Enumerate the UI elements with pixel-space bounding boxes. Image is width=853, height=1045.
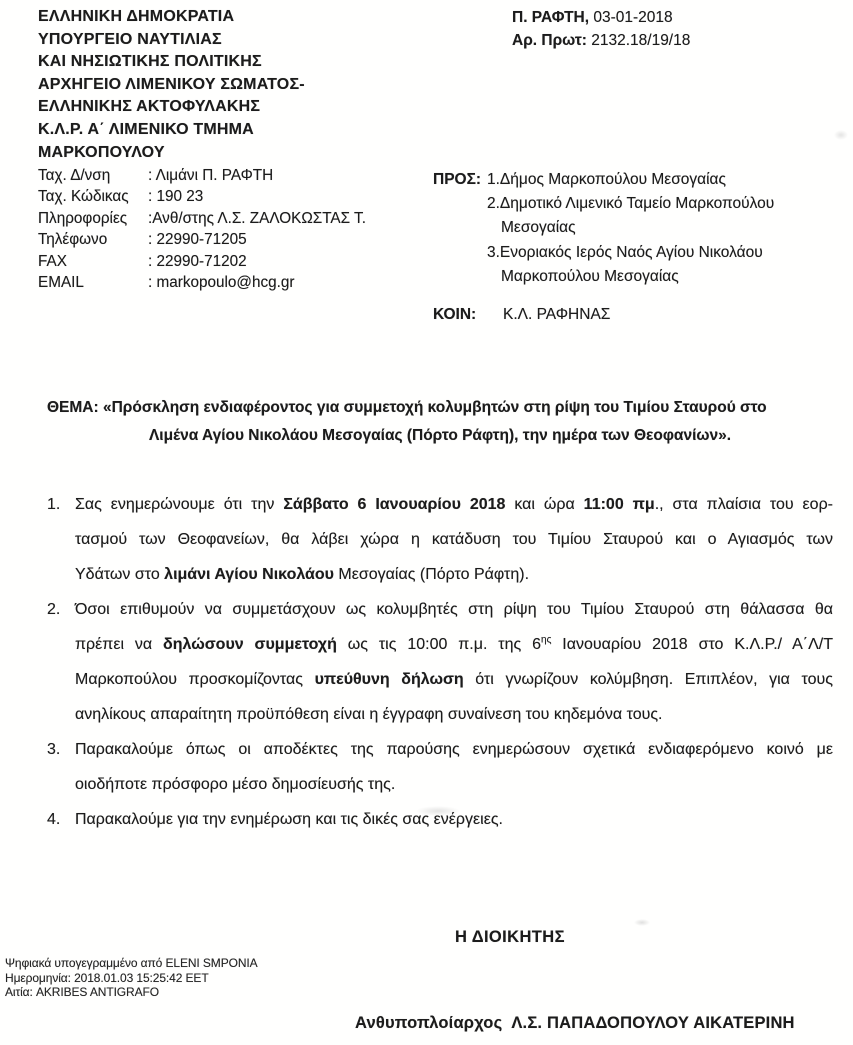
contact-row-telephone	[38, 229, 366, 250]
agency-header-block	[38, 6, 305, 164]
scan-smudge	[634, 919, 650, 926]
contact-label: Ταχ. Κώδικας	[38, 188, 129, 206]
text-line: Υδάτων στο λιμάνι Αγίου Νικολάου Μεσογαίας (Πόρτο Ράφτη).	[75, 566, 530, 583]
agency-line: ΕΛΛΗΝΙΚΗΣ ΑΚΤΟΦΥΛΑΚΗΣ	[38, 98, 261, 116]
contact-label: Πληροφορίες	[38, 209, 128, 227]
text-line: Όσοι επιθυμούν να συμμετάσχουν ως κολυμβητές στη ρίψη του Τιμίου Σταυρού στη θάλασσα θα	[75, 601, 833, 618]
item-number: 1.	[47, 496, 61, 513]
text-line: οιοδήποτε πρόσφορο μέσο δημοσίευσής της.	[75, 776, 396, 793]
text-line: τασμού των Θεοφανείων, θα λάβει χώρα η κατάδυση του Τιμίου Σταυρού και ο Αγιασμός των	[75, 531, 833, 548]
contact-value: : 190 23	[148, 188, 204, 206]
subject-block	[47, 394, 833, 450]
contact-row-postal-code	[38, 186, 366, 207]
agency-line: Κ.Λ.Ρ. Α΄ ΛΙΜΕΝΙΚΟ ΤΜΗΜΑ	[38, 120, 254, 138]
digital-signature-line: Ψηφιακά υπογεγραμμένο από ELENI SMPONIA	[5, 956, 258, 970]
agency-line: ΥΠΟΥΡΓΕΙΟ ΝΑΥΤΙΛΙΑΣ	[38, 30, 222, 48]
text-line: Σας ενημερώνουμε ότι την Σάββατο 6 Ιανουαρίου 2018 και ώρα 11:00 πμ., στα πλαίσια του εορ-	[75, 496, 834, 513]
contact-value: : Λιμάνι Π. ΡΑΦΤΗ	[148, 167, 274, 184]
agency-line: ΜΑΡΚΟΠΟΥΛΟΥ	[38, 143, 165, 161]
subject-line-2: Λιμένα Αγίου Νικολάου Μεσογαίας (Πόρτο Ράφτη), την ημέρα των Θεοφανίων».	[148, 427, 732, 444]
contact-value: : 22990-71205	[148, 231, 247, 249]
text-line: πρέπει να δηλώσουν συμμετοχή ως τις 10:00 π.μ. της $6^{\eta\varsigma}$ Ιανουαρίου 2018 στο Κ.Λ.Ρ./ Α΄Λ/Τ	[75, 634, 834, 653]
protocol-number: 2132.18/19/18	[591, 32, 691, 49]
recipient-line: 1.Δήμος Μαρκοπούλου Μεσογαίας	[487, 171, 726, 188]
contact-label: EMAIL	[38, 274, 84, 292]
subject-line-1: ΘΕΜΑ: «Πρόσκληση ενδιαφέροντος για συμμετοχή κολυμβητών στη ρίψη του Τιμίου Σταυρού στο	[47, 399, 767, 416]
date-value: 03-01-2018	[593, 9, 673, 26]
item-text	[75, 592, 833, 732]
agency-line: ΚΑΙ ΝΗΣΙΩΤΙΚΗΣ ΠΟΛΙΤΙΚΗΣ	[38, 53, 262, 71]
digital-signature-stamp	[5, 956, 258, 1000]
place-date-line	[512, 6, 690, 29]
body-item-3	[47, 732, 833, 802]
scan-smudge	[834, 130, 848, 140]
protocol-label: Αρ. Πρωτ:	[512, 32, 587, 49]
text-line: Μαρκοπούλου προσκομίζοντας υπεύθυνη δήλωση ότι γνωρίζουν κολύμβηση. Επιπλέον, για τους	[75, 671, 833, 688]
cc-label: ΚΟΙΝ:	[433, 306, 477, 323]
recipients-block	[433, 168, 774, 289]
date-protocol-block	[512, 6, 690, 52]
contact-label: FAX	[38, 252, 67, 270]
contact-value: : 22990-71202	[148, 252, 247, 270]
digital-signature-line: Αιτία: AKRIBES ANTIGRAFO	[5, 985, 159, 1000]
body-item-1	[47, 487, 833, 592]
contact-value: :Ανθ/στης Λ.Σ. ΖΑΛΟΚΩΣΤΑΣ Τ.	[148, 209, 366, 227]
text-line: Παρακαλούμε όπως οι αποδέκτες της παρούσης ενημερώσουν σχετικά ενδιαφερόμενο κοινό με	[75, 741, 833, 758]
contact-label: Τηλέφωνο	[38, 231, 108, 249]
contact-info-block	[38, 165, 366, 293]
contact-label: Ταχ. Δ/νση	[38, 167, 111, 184]
item-text	[75, 732, 833, 802]
contact-value: : markopoulo@hcg.gr	[148, 274, 295, 292]
signer-name: Ανθυποπλοίαρχος Λ.Σ. ΠΑΠΑΔΟΠΟΥΛΟΥ ΑΙΚΑΤΕΡΙΝΗ	[355, 1014, 795, 1032]
item-text	[75, 487, 833, 592]
protocol-line	[512, 29, 690, 52]
recipients-label: ΠΡΟΣ:	[433, 171, 482, 188]
recipient-line-continuation: Μεσογαίας	[501, 219, 576, 237]
contact-row-information	[38, 208, 366, 229]
commander-title: Η ΔΙΟΙΚΗΤΗΣ	[455, 928, 565, 946]
item-number: 2.	[47, 601, 61, 618]
text-line: ανηλίκους απαραίτητη προϋπόθεση είναι η έγγραφη συναίνεση του κηδεμόνα τους.	[75, 706, 663, 723]
contact-row-fax	[38, 251, 366, 272]
cc-value: Κ.Λ. ΡΑΦΗΝΑΣ	[503, 306, 611, 323]
recipient-line: 2.Δημοτικό Λιμενικό Ταμείο Μαρκοπούλου	[487, 195, 775, 213]
item-number: 3.	[47, 741, 61, 758]
text-line: Παρακαλούμε για την ενημέρωση και τις δικές σας ενέργειες.	[75, 811, 503, 828]
recipients-list	[487, 168, 774, 289]
cc-block	[433, 306, 610, 324]
contact-row-email	[38, 272, 366, 293]
body-paragraphs	[47, 487, 833, 837]
recipient-line-continuation: Μαρκοπούλου Μεσογαίας	[501, 267, 679, 285]
place-label: Π. ΡΑΦΤΗ,	[512, 9, 590, 26]
agency-line: ΕΛΛΗΝΙΚΗ ΔΗΜΟΚΡΑΤΙΑ	[38, 8, 235, 25]
contact-row-address	[38, 165, 366, 186]
digital-signature-line: Ημερομηνία: 2018.01.03 15:25:42 EET	[5, 970, 209, 985]
agency-line: ΑΡΧΗΓΕΙΟ ΛΙΜΕΝΙΚΟΥ ΣΩΜΑΤΟΣ-	[38, 75, 305, 93]
body-item-2	[47, 592, 833, 732]
scan-smudge	[416, 806, 460, 816]
item-number: 4.	[47, 811, 61, 828]
recipient-line: 3.Ενοριακός Ιερός Ναός Αγίου Νικολάου	[487, 243, 763, 261]
